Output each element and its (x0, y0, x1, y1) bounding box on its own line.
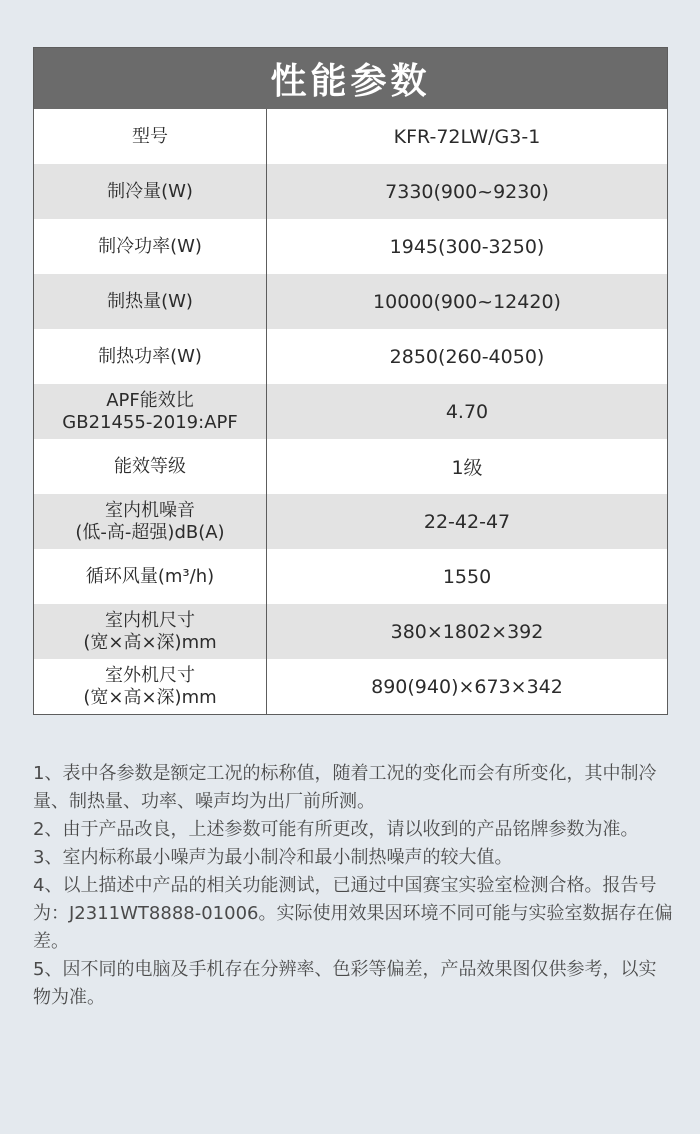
row-label-line: 制冷量(W) (107, 180, 193, 202)
row-value: 4.70 (445, 400, 489, 423)
row-label-line: (低-高-超强)dB(A) (75, 521, 225, 543)
row-label (34, 549, 267, 604)
row-value: 7330(900~9230) (385, 180, 549, 203)
table-row (34, 659, 667, 714)
row-value: 1级 (451, 457, 483, 479)
note-item: 3、室内标称最小噪声为最小制冷和最小制热噪声的较大值。 (33, 847, 513, 868)
row-label (34, 109, 267, 164)
row-value: 1945(300-3250) (389, 235, 545, 258)
row-label-line: GB21455-2019:APF (62, 411, 238, 433)
table-row (34, 109, 667, 164)
row-label-line: (宽×高×深)mm (83, 686, 217, 708)
spec-table (33, 47, 668, 715)
row-value: 1550 (442, 565, 492, 588)
row-value: KFR-72LW/G3-1 (393, 125, 541, 148)
row-value: 22-42-47 (423, 510, 511, 533)
row-label-line: (宽×高×深)mm (83, 631, 217, 653)
row-label (34, 164, 267, 219)
note-item: 5、因不同的电脑及手机存在分辨率、色彩等偏差，产品效果图仅供参考，以实物为准。 (33, 959, 657, 1008)
note-item: 2、由于产品改良，上述参数可能有所更改，请以收到的产品铭牌参数为准。 (33, 819, 639, 840)
table-row (34, 604, 667, 659)
note-item: 4、以上描述中产品的相关功能测试，已通过中国赛宝实验室检测合格。报告号为：J2311WT8888-01006。实际使用效果因环境不同可能与实验室数据存在偏差。 (33, 875, 673, 952)
row-label (34, 274, 267, 329)
table-row (34, 164, 667, 219)
row-label-line: 室内机噪音 (105, 499, 195, 521)
row-label (34, 659, 267, 714)
row-label-line: 制热功率(W) (98, 345, 202, 367)
row-value: 380×1802×392 (390, 620, 544, 643)
row-label (34, 329, 267, 384)
row-value: 10000(900~12420) (373, 290, 561, 313)
row-label-line: 室外机尺寸 (105, 664, 195, 686)
table-row (34, 219, 667, 274)
row-value: 2850(260-4050) (389, 345, 545, 368)
table-row (34, 329, 667, 384)
row-label-line: 能效等级 (114, 455, 186, 477)
row-label (34, 494, 267, 549)
table-row (34, 274, 667, 329)
table-row (34, 384, 667, 439)
table-row (34, 494, 667, 549)
row-label-line: 制热量(W) (107, 290, 193, 312)
row-label-line: APF能效比 (106, 389, 194, 411)
notes-section (33, 760, 673, 1012)
row-label-line: 室内机尺寸 (105, 609, 195, 631)
table-row (34, 549, 667, 604)
row-label (34, 384, 267, 439)
row-label-line: 循环风量(m³/h) (85, 565, 215, 587)
table-title: 性能参数 (34, 48, 667, 109)
table-row (34, 439, 667, 494)
row-label-line: 型号 (132, 125, 168, 147)
note-item: 1、表中各参数是额定工况的标称值，随着工况的变化而会有所变化，其中制冷量、制热量、功率、噪声均为出厂前所测。 (33, 763, 657, 812)
row-label-line: 制冷功率(W) (98, 235, 202, 257)
row-label (34, 219, 267, 274)
row-label (34, 439, 267, 494)
row-value: 890(940)×673×342 (371, 675, 563, 698)
row-label (34, 604, 267, 659)
